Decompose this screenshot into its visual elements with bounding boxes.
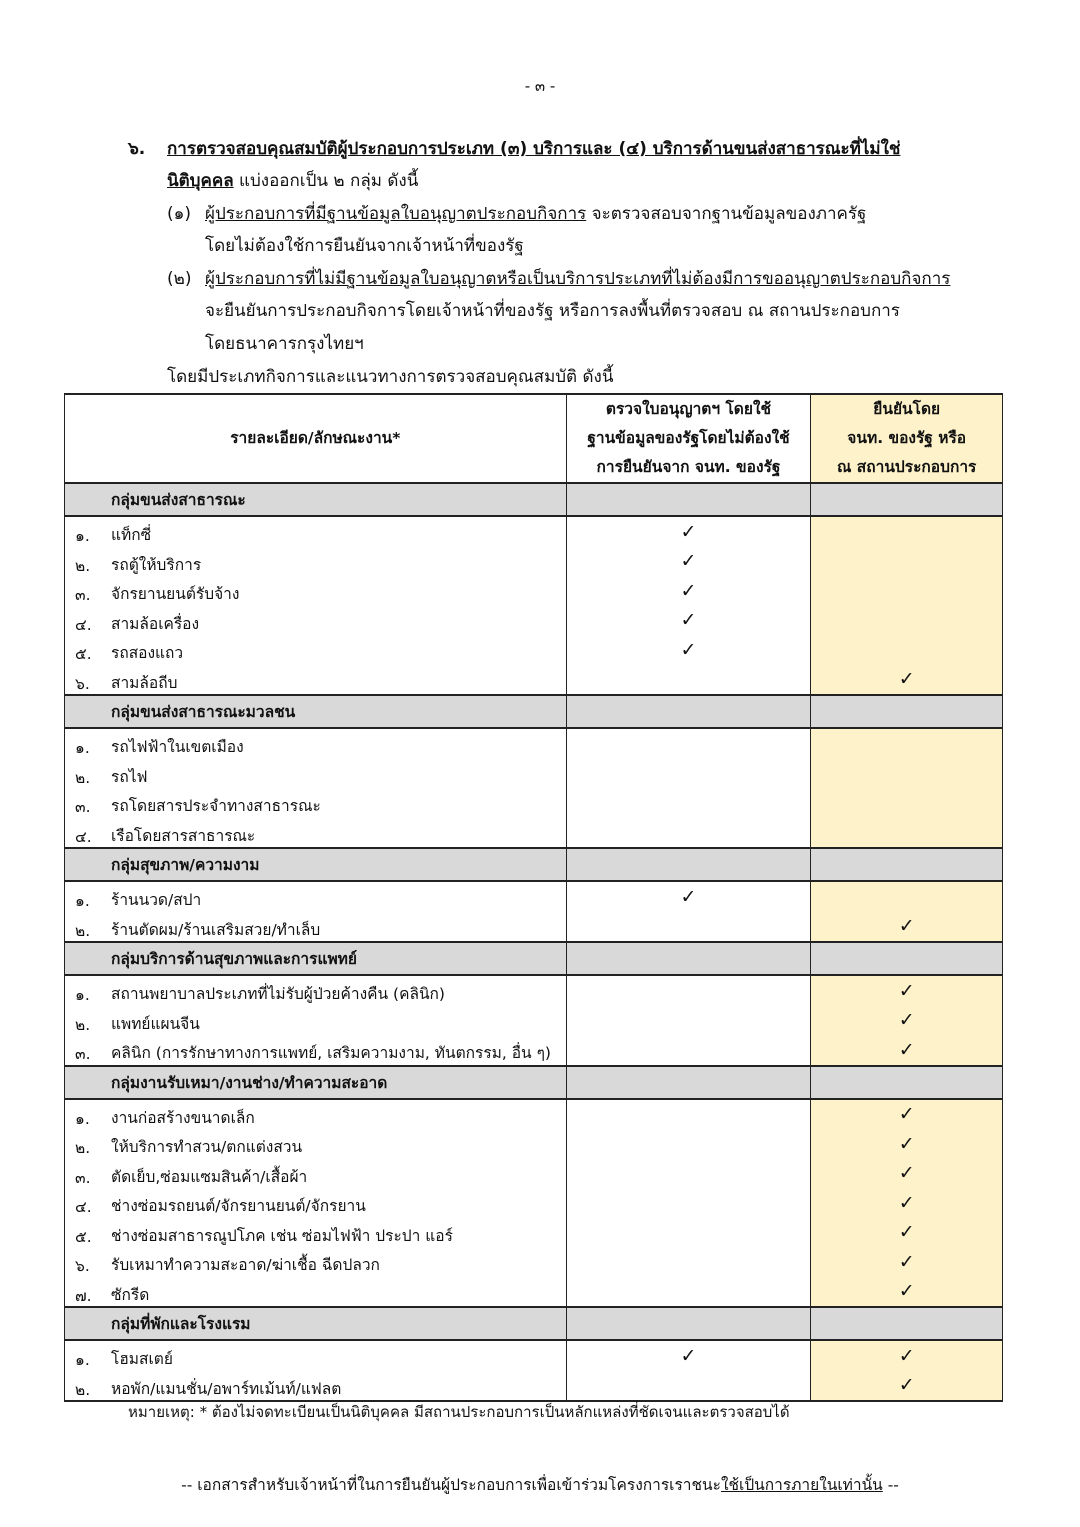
verify-check-cell — [811, 635, 1003, 665]
header-verify-officer — [811, 394, 1003, 483]
database-check-cell — [566, 1371, 811, 1402]
database-check-cell — [566, 1099, 811, 1130]
item-number: ๔. — [75, 615, 92, 634]
item-number: ๖. — [75, 1257, 90, 1275]
point-1-line-2: โดยไม่ต้องใช้การยืนยันจากเจ้าหน้าที่ของรัฐ — [205, 236, 524, 256]
checkmark-icon: ✓ — [898, 1221, 915, 1244]
group-name: กลุ่มสุขภาพ/ความงาม — [65, 848, 567, 881]
checkmark-icon: ✓ — [898, 915, 915, 938]
checkmark-icon: ✓ — [898, 1280, 915, 1303]
group-row — [65, 483, 1003, 516]
item-label: รถโดยสารประจำทางสาธารณะ — [111, 797, 321, 815]
table-row — [65, 516, 1003, 547]
footnote: หมายเหตุ: * ต้องไม่จดทะเบียนเป็นนิติบุคคล มีสถานประกอบการเป็นหลักแหล่งที่ชัดเจนและตรวจสอบได้ — [128, 1403, 790, 1421]
item-cell — [65, 606, 567, 636]
item-cell — [65, 1218, 567, 1248]
verify-check-cell — [811, 1277, 1003, 1308]
header-verify-line-1: ยืนยันโดย — [873, 400, 941, 418]
group-row — [65, 1066, 1003, 1099]
verify-check-cell — [811, 818, 1003, 849]
section-number: ๖. — [128, 139, 146, 159]
item-number: ๑. — [75, 1351, 90, 1369]
group-row — [65, 942, 1003, 975]
item-number: ๒. — [75, 1139, 91, 1157]
group-cell-verify — [811, 848, 1003, 881]
group-cell-verify — [811, 483, 1003, 516]
group-cell-verify — [811, 695, 1003, 728]
checkmark-icon: ✓ — [680, 638, 697, 661]
item-cell — [65, 788, 567, 818]
item-number: ๓. — [75, 586, 91, 604]
item-number: ๒. — [75, 921, 91, 940]
item-label: รถตู้ให้บริการ — [111, 555, 202, 574]
item-cell — [65, 635, 567, 665]
verify-check-cell — [811, 1099, 1003, 1130]
header-details: รายละเอียด/ลักษณะงาน* — [65, 394, 567, 483]
table-row — [65, 728, 1003, 759]
database-check-cell — [566, 881, 811, 912]
criteria-table — [64, 393, 1003, 1402]
item-label: ร้านนวด/สปา — [111, 891, 202, 909]
checkmark-icon: ✓ — [898, 1103, 915, 1126]
item-cell — [65, 1188, 567, 1218]
checkmark-icon: ✓ — [680, 609, 697, 632]
item-cell — [65, 665, 567, 696]
table-row — [65, 1218, 1003, 1248]
table-row — [65, 1006, 1003, 1036]
item-cell — [65, 576, 567, 606]
item-label: คลินิก (การรักษาทางการแพทย์, เสริมความงาม, ทันตกรรม, อื่น ๆ) — [111, 1044, 551, 1062]
verify-check-cell — [811, 606, 1003, 636]
item-number: ๑. — [75, 986, 90, 1004]
group-name: กลุ่มขนส่งสาธารณะมวลชน — [65, 695, 567, 728]
checkmark-icon: ✓ — [898, 1344, 915, 1367]
group-cell-verify — [811, 1307, 1003, 1340]
item-cell — [65, 881, 567, 912]
database-check-cell — [566, 1188, 811, 1218]
group-cell-database — [566, 1066, 811, 1099]
item-number: ๓. — [75, 1045, 91, 1063]
verify-check-cell — [811, 1035, 1003, 1066]
database-check-cell — [566, 547, 811, 577]
verify-check-cell — [811, 788, 1003, 818]
footer-suffix: -- — [882, 1476, 899, 1494]
item-number: ๕. — [75, 645, 92, 663]
header-verify-line-3: ณ สถานประกอบการ — [837, 458, 977, 476]
header-database-line-2: ฐานข้อมูลของรัฐโดยไม่ต้องใช้ — [587, 429, 790, 447]
table-row — [65, 547, 1003, 577]
verify-check-cell — [811, 1159, 1003, 1189]
item-cell — [65, 1277, 567, 1308]
verify-check-cell — [811, 1006, 1003, 1036]
section-title-end: นิติบุคคล — [167, 171, 234, 191]
table-row — [65, 1247, 1003, 1277]
checkmark-icon: ✓ — [898, 1162, 915, 1185]
item-label: โฮมสเตย์ — [111, 1350, 173, 1368]
item-cell — [65, 1129, 567, 1159]
item-label: รับเหมาทำความสะอาด/ฆ่าเชื้อ ฉีดปลวก — [111, 1256, 380, 1274]
verify-check-cell — [811, 912, 1003, 943]
table-body — [65, 483, 1003, 1401]
checkmark-icon: ✓ — [898, 1374, 915, 1397]
table-row — [65, 975, 1003, 1006]
database-check-cell — [566, 516, 811, 547]
item-cell — [65, 547, 567, 577]
database-check-cell — [566, 576, 811, 606]
item-number: ๗. — [75, 1286, 92, 1305]
verify-check-cell — [811, 881, 1003, 912]
item-number: ๕. — [75, 1227, 92, 1246]
table-row — [65, 881, 1003, 912]
section-title-cont — [167, 169, 418, 193]
item-label: แท็กซี่ — [111, 526, 152, 544]
item-number: ๒. — [75, 1015, 91, 1034]
verify-check-cell — [811, 759, 1003, 789]
item-cell — [65, 1371, 567, 1402]
table-row — [65, 1371, 1003, 1402]
header-database-line-1: ตรวจใบอนุญาตฯ โดยใช้ — [605, 400, 772, 418]
database-check-cell — [566, 1159, 811, 1189]
item-number: ๒. — [75, 768, 91, 787]
point-1-text — [205, 202, 866, 226]
point-2-number: (๒) — [167, 269, 192, 289]
database-check-cell — [566, 788, 811, 818]
verify-check-cell — [811, 576, 1003, 606]
checkmark-icon: ✓ — [898, 668, 915, 691]
item-number: ๒. — [75, 556, 91, 575]
table-header — [65, 394, 1003, 483]
header-verify-line-2: จนท. ของรัฐ หรือ — [847, 429, 967, 447]
verify-check-cell — [811, 1188, 1003, 1218]
item-cell — [65, 759, 567, 789]
group-name: กลุ่มงานรับเหมา/งานช่าง/ทำความสะอาด — [65, 1066, 567, 1099]
item-cell — [65, 975, 567, 1006]
item-cell — [65, 1340, 567, 1371]
group-name: กลุ่มที่พักและโรงแรม — [65, 1307, 567, 1340]
verify-check-cell — [811, 516, 1003, 547]
footer-internal-use: ใช้เป็นการภายในเท่านั้น — [720, 1476, 883, 1494]
header-database-line-3: การยืนยันจาก จนท. ของรัฐ — [596, 458, 781, 476]
database-check-cell — [566, 606, 811, 636]
item-label: จักรยานยนต์รับจ้าง — [111, 585, 240, 603]
verify-check-cell — [811, 1371, 1003, 1402]
database-check-cell — [566, 818, 811, 849]
item-number: ๖. — [75, 674, 90, 693]
checkmark-icon: ✓ — [680, 1344, 697, 1367]
table-intro: โดยมีประเภทกิจการและแนวทางการตรวจสอบคุณสมบัติ ดังนี้ — [167, 367, 614, 387]
group-cell-database — [566, 1307, 811, 1340]
point-2-underlined: ผู้ประกอบการที่ไม่มีฐานข้อมูลใบอนุญาตหรือเป็นบริการประเภทที่ไม่ต้องมีการขออนุญาตประกอบกิจการ — [205, 269, 951, 289]
database-check-cell — [566, 1340, 811, 1371]
table-row — [65, 635, 1003, 665]
checkmark-icon: ✓ — [898, 1038, 915, 1061]
point-1-underlined: ผู้ประกอบการที่มีฐานข้อมูลใบอนุญาตประกอบกิจการ — [205, 204, 587, 224]
verify-check-cell — [811, 728, 1003, 759]
point-2-line-3: โดยธนาคารกรุงไทยฯ — [205, 334, 364, 354]
table-row — [65, 1188, 1003, 1218]
item-label: ซักรีด — [111, 1285, 150, 1304]
item-label: รถสองแถว — [111, 644, 184, 662]
item-label: งานก่อสร้างขนาดเล็ก — [111, 1108, 255, 1127]
item-label: หอพัก/แมนชั่น/อพาร์ทเม้นท์/แฟลต — [111, 1379, 342, 1398]
section-title: การตรวจสอบคุณสมบัติผู้ประกอบการประเภท (๓) บริการและ (๔) บริการด้านขนส่งสาธารณะที่ไม่ใช่ — [167, 139, 901, 159]
checkmark-icon: ✓ — [898, 1191, 915, 1214]
item-number: ๓. — [75, 1168, 91, 1187]
database-check-cell — [566, 1218, 811, 1248]
item-label: สามล้อเครื่อง — [111, 614, 200, 633]
page-number: - ๓ - — [524, 77, 556, 95]
item-label: ให้บริการทำสวน/ตกแต่งสวน — [111, 1138, 303, 1156]
item-cell — [65, 1247, 567, 1277]
item-label: รถไฟ — [111, 767, 148, 786]
item-cell — [65, 516, 567, 547]
database-check-cell — [566, 912, 811, 943]
table-row — [65, 665, 1003, 696]
item-number: ๑. — [75, 739, 90, 757]
database-check-cell — [566, 1277, 811, 1308]
database-check-cell — [566, 975, 811, 1006]
item-cell — [65, 818, 567, 849]
item-label: สถานพยาบาลประเภทที่ไม่รับผู้ป่วยค้างคืน (คลินิก) — [111, 985, 445, 1003]
group-row — [65, 848, 1003, 881]
item-cell — [65, 912, 567, 943]
verify-check-cell — [811, 1218, 1003, 1248]
item-label: รถไฟฟ้าในเขตเมือง — [111, 738, 244, 756]
item-cell — [65, 1035, 567, 1066]
item-number: ๔. — [75, 1198, 92, 1216]
table-row — [65, 576, 1003, 606]
item-number: ๒. — [75, 1380, 91, 1399]
table-row — [65, 1340, 1003, 1371]
item-label: ช่างซ่อมสาธารณูปโภค เช่น ซ่อมไฟฟ้า ประปา แอร์ — [111, 1226, 453, 1245]
header-database-check — [566, 394, 811, 483]
group-cell-verify — [811, 1066, 1003, 1099]
item-number: ๑. — [75, 892, 90, 910]
verify-check-cell — [811, 1247, 1003, 1277]
item-label: เรือโดยสารสาธารณะ — [111, 826, 256, 845]
checkmark-icon: ✓ — [898, 1009, 915, 1032]
item-number: ๑. — [75, 1109, 90, 1128]
item-number: ๑. — [75, 527, 90, 545]
verify-check-cell — [811, 665, 1003, 696]
group-name: กลุ่มบริการด้านสุขภาพและการแพทย์ — [65, 942, 567, 975]
item-cell — [65, 728, 567, 759]
item-cell — [65, 1099, 567, 1130]
table-row — [65, 606, 1003, 636]
table-row — [65, 759, 1003, 789]
item-label: ตัดเย็บ,ซ่อมแซมสินค้า/เสื้อผ้า — [111, 1167, 308, 1186]
table-row — [65, 1129, 1003, 1159]
group-row — [65, 1307, 1003, 1340]
database-check-cell — [566, 759, 811, 789]
item-cell — [65, 1159, 567, 1189]
verify-check-cell — [811, 975, 1003, 1006]
group-cell-database — [566, 695, 811, 728]
checkmark-icon: ✓ — [680, 885, 697, 908]
checkmark-icon: ✓ — [898, 1132, 915, 1155]
item-label: สามล้อถีบ — [111, 673, 178, 692]
table-row — [65, 1277, 1003, 1308]
group-cell-database — [566, 942, 811, 975]
checkmark-icon: ✓ — [898, 1250, 915, 1273]
point-1-rest: จะตรวจสอบจากฐานข้อมูลของภาครัฐ — [586, 204, 867, 224]
checkmark-icon: ✓ — [680, 579, 697, 602]
database-check-cell — [566, 1035, 811, 1066]
database-check-cell — [566, 1006, 811, 1036]
database-check-cell — [566, 665, 811, 696]
point-1-number: (๑) — [167, 204, 192, 224]
table-row — [65, 1035, 1003, 1066]
database-check-cell — [566, 635, 811, 665]
database-check-cell — [566, 1247, 811, 1277]
checkmark-icon: ✓ — [680, 550, 697, 573]
item-label: ช่างซ่อมรถยนต์/จักรยานยนต์/จักรยาน — [111, 1197, 366, 1215]
group-cell-verify — [811, 942, 1003, 975]
table-row — [65, 1099, 1003, 1130]
item-label: แพทย์แผนจีน — [111, 1014, 200, 1033]
footer — [0, 1472, 1080, 1497]
item-label: ร้านตัดผม/ร้านเสริมสวย/ทำเล็บ — [111, 920, 321, 939]
item-number: ๔. — [75, 827, 92, 846]
database-check-cell — [566, 1129, 811, 1159]
table-row — [65, 912, 1003, 943]
group-name: กลุ่มขนส่งสาธารณะ — [65, 483, 567, 516]
item-cell — [65, 1006, 567, 1036]
checkmark-icon: ✓ — [898, 979, 915, 1002]
group-row — [65, 695, 1003, 728]
checkmark-icon: ✓ — [680, 520, 697, 543]
table-row — [65, 1159, 1003, 1189]
verify-check-cell — [811, 1129, 1003, 1159]
group-cell-database — [566, 848, 811, 881]
database-check-cell — [566, 728, 811, 759]
verify-check-cell — [811, 547, 1003, 577]
table-row — [65, 788, 1003, 818]
group-cell-database — [566, 483, 811, 516]
table-row — [65, 818, 1003, 849]
item-number: ๓. — [75, 798, 91, 816]
verify-check-cell — [811, 1340, 1003, 1371]
section-title-rest: แบ่งออกเป็น ๒ กลุ่ม ดังนี้ — [233, 171, 419, 191]
footer-prefix: -- เอกสารสำหรับเจ้าหน้าที่ในการยืนยันผู้ประกอบการเพื่อเข้าร่วมโครงการเราชนะ — [181, 1476, 721, 1494]
point-2-line-2: จะยืนยันการประกอบกิจการโดยเจ้าหน้าที่ของรัฐ หรือการลงพื้นที่ตรวจสอบ ณ สถานประกอบการ — [205, 301, 900, 321]
